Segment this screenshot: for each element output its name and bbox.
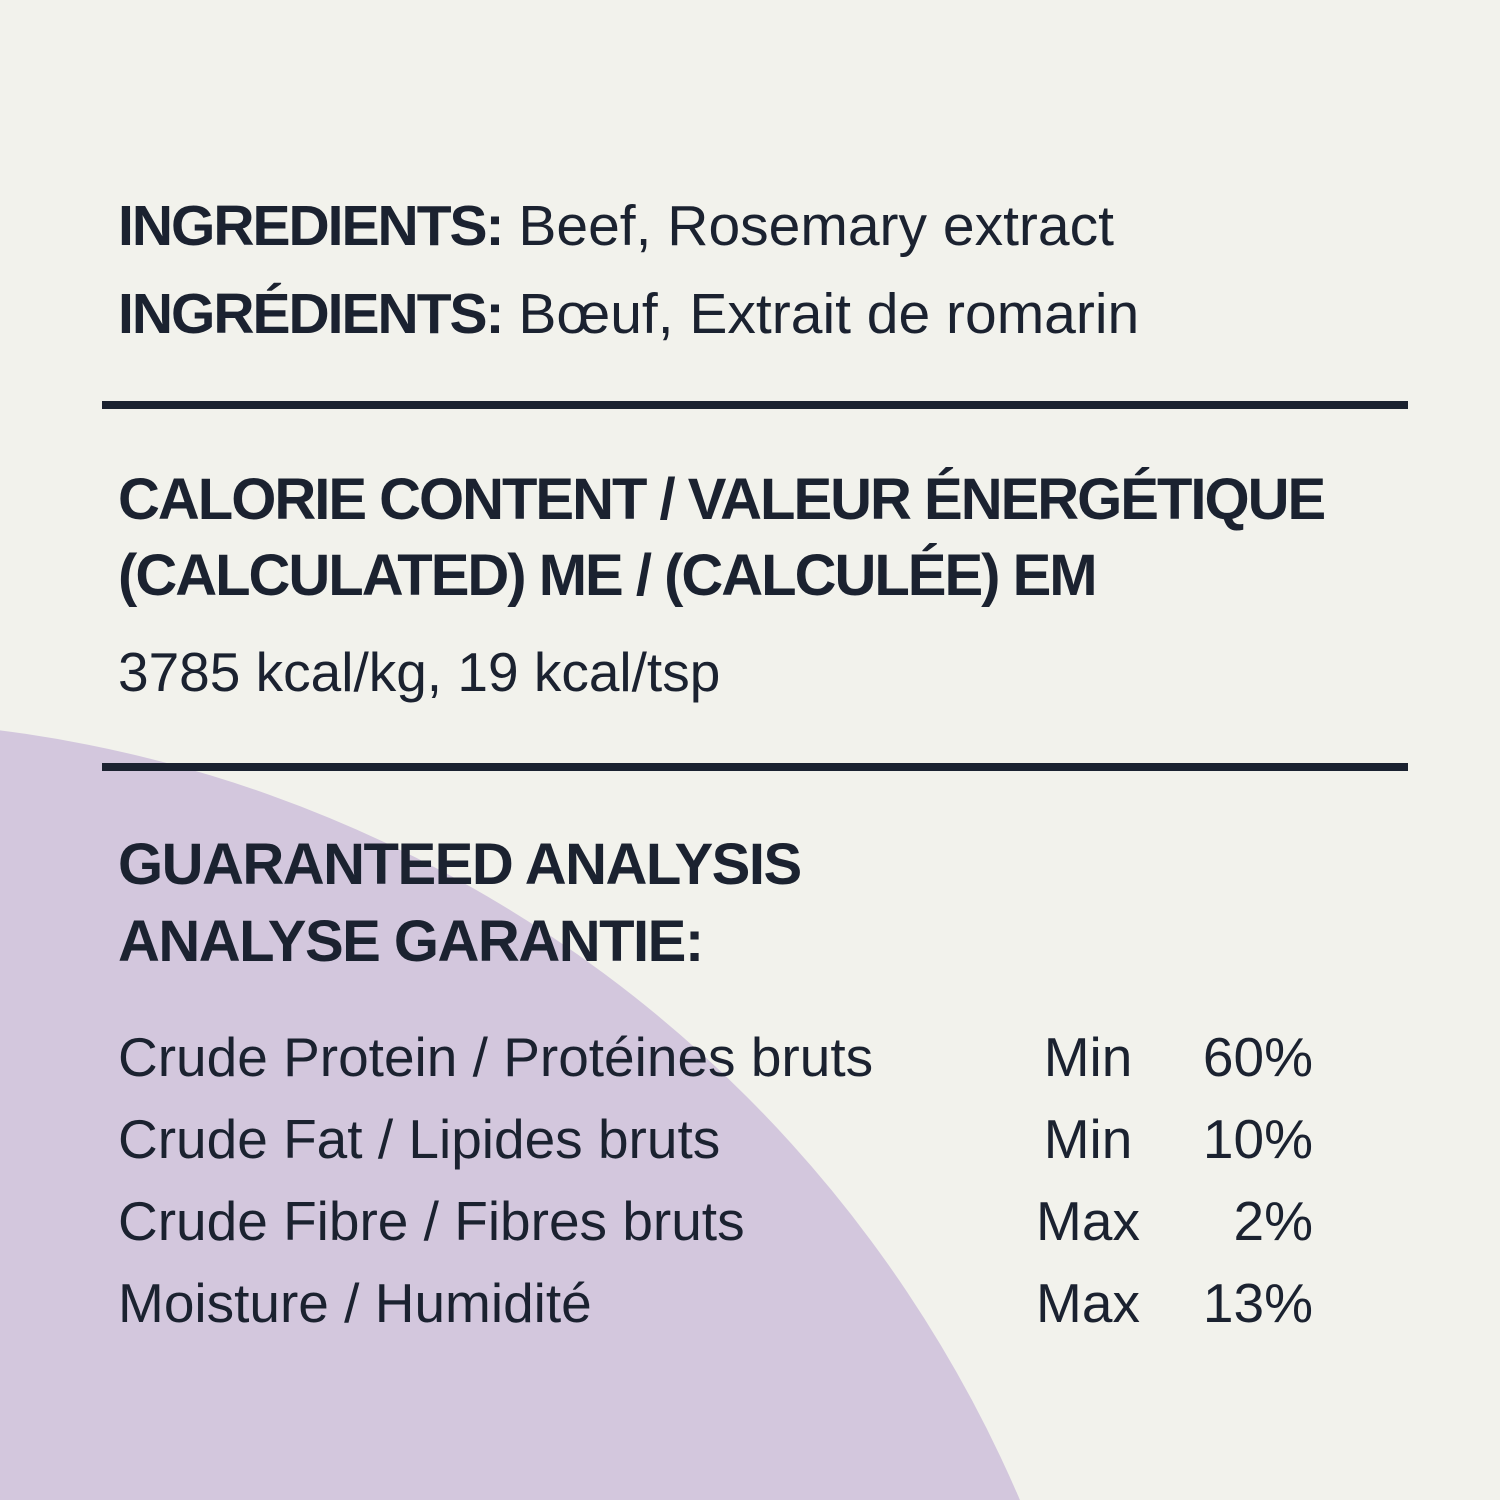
analysis-row-value: 13% <box>1202 1272 1313 1334</box>
analysis-row-value: 2% <box>1233 1190 1313 1252</box>
ingredients-label-fr: INGRÉDIENTS: <box>118 282 503 346</box>
ingredients-label-en: INGREDIENTS: <box>118 194 503 258</box>
ingredients-spacer <box>503 282 519 346</box>
divider-line-top <box>102 401 1408 409</box>
guaranteed-analysis-heading-line1: GUARANTEED ANALYSIS <box>118 832 801 897</box>
ingredients-line-en <box>118 182 1440 270</box>
calorie-heading-line1: CALORIE CONTENT / VALEUR ÉNERGÉTIQUE <box>118 467 1325 532</box>
analysis-row-name: Crude Fat / Lipides bruts <box>118 1108 721 1170</box>
ingredients-section <box>118 182 1440 358</box>
ingredients-value-fr: Bœuf, Extrait de romarin <box>518 282 1140 346</box>
ingredients-line-fr <box>118 270 1440 358</box>
analysis-row-qualifier: Max <box>1036 1190 1140 1252</box>
analysis-row-name: Moisture / Humidité <box>118 1272 592 1334</box>
analysis-row-qualifier: Min <box>1043 1108 1133 1170</box>
ingredients-spacer <box>503 194 519 258</box>
analysis-row-qualifier: Min <box>1043 1026 1133 1088</box>
calorie-value: 3785 kcal/kg, 19 kcal/tsp <box>118 641 721 703</box>
analysis-row-name: Crude Fibre / Fibres bruts <box>118 1190 745 1252</box>
guaranteed-analysis-heading-line2: ANALYSE GARANTIE: <box>118 909 703 974</box>
calorie-heading-line2: (CALCULATED) ME / (CALCULÉE) EM <box>118 543 1096 608</box>
table-row <box>118 1098 1313 1180</box>
calorie-content-section <box>118 462 1440 704</box>
analysis-row-qualifier: Max <box>1036 1272 1140 1334</box>
calorie-heading <box>118 462 1440 614</box>
guaranteed-analysis-table <box>118 1016 1313 1344</box>
table-row <box>118 1180 1313 1262</box>
guaranteed-analysis-heading <box>118 826 1440 980</box>
ingredients-value-en: Beef, Rosemary extract <box>518 194 1114 258</box>
analysis-row-value: 60% <box>1202 1026 1313 1088</box>
analysis-row-value: 10% <box>1202 1108 1313 1170</box>
table-row <box>118 1262 1313 1344</box>
analysis-row-name: Crude Protein / Protéines bruts <box>118 1026 874 1088</box>
divider-line-bottom <box>102 763 1408 771</box>
table-row <box>118 1016 1313 1098</box>
